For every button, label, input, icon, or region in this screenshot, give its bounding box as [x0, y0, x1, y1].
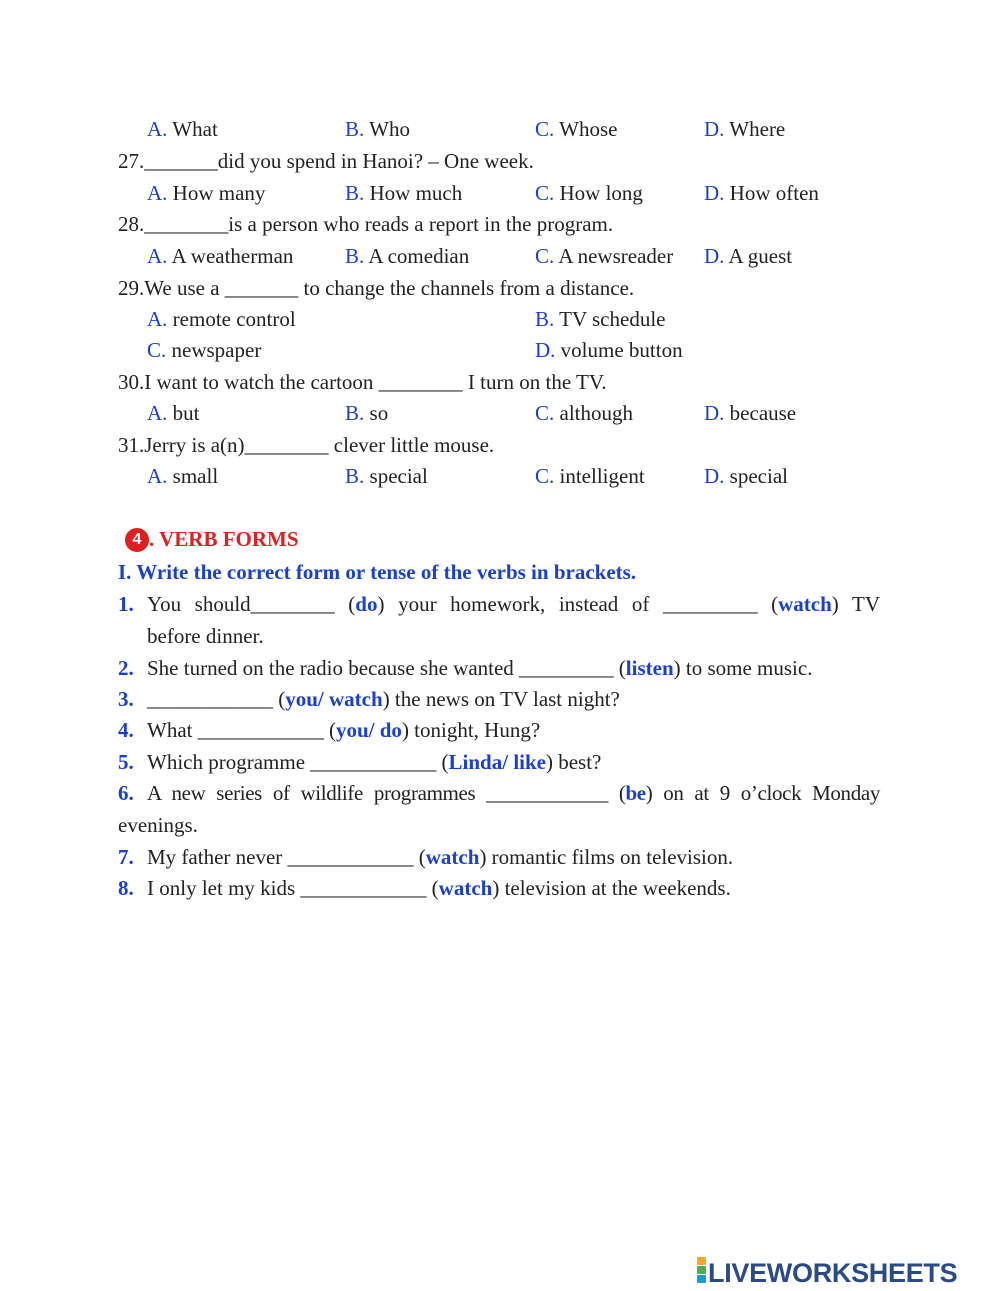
verb-hint: be: [625, 781, 646, 805]
item-number: 7.: [118, 845, 134, 869]
q28-question: 28.________is a person who reads a report in the program.: [118, 212, 614, 236]
q27-question: 27._______did you spend in Hanoi? – One week.: [118, 149, 534, 173]
item-8-text: I only let my kids ____________ (watch) television at the weekends.: [147, 876, 731, 900]
q26-option-d[interactable]: D. Where: [704, 117, 786, 141]
q30-question: 30.I want to watch the cartoon ________ I turn on the TV.: [118, 370, 607, 394]
verb-hint: you/ watch: [285, 687, 383, 711]
item-number: 2.: [118, 656, 134, 680]
logo-text: LIVEWORKSHEETS: [708, 1258, 958, 1288]
item-3-text: ____________ (you/ watch) the news on TV last night?: [147, 687, 620, 711]
item-number: 1.: [118, 592, 134, 616]
q27-option-a[interactable]: A. How many: [147, 181, 266, 205]
q31-option-c[interactable]: C. intelligent: [535, 464, 645, 488]
liveworksheets-logo[interactable]: [697, 1257, 957, 1289]
verb-hint: watch: [438, 876, 493, 900]
item-number: 3.: [118, 687, 134, 711]
q26-option-b[interactable]: B. Who: [345, 117, 410, 141]
q27-option-d[interactable]: D. How often: [704, 181, 819, 205]
verb-hint: listen: [625, 656, 674, 680]
item-number: 4.: [118, 718, 134, 742]
section-number-badge: 4: [125, 528, 149, 552]
q31-option-b[interactable]: B. special: [345, 464, 428, 488]
q28-option-a[interactable]: A. A weatherman: [147, 244, 294, 268]
q30-option-a[interactable]: A. but: [147, 401, 200, 425]
verb-hint: watch: [425, 845, 480, 869]
verb-hint: watch: [778, 592, 832, 616]
item-6-continuation: evenings.: [118, 813, 198, 837]
verb-hint: Linda/ like: [448, 750, 546, 774]
q31-option-d[interactable]: D. special: [704, 464, 788, 488]
q29-option-b[interactable]: B. TV schedule: [535, 307, 666, 331]
logo-blocks-icon: [697, 1257, 706, 1284]
verb-hint: do: [355, 592, 378, 616]
item-5-text: Which programme ____________ (Linda/ like) best?: [147, 750, 602, 774]
item-2-text: She turned on the radio because she wanted _________ (listen) to some music.: [147, 656, 813, 680]
q31-question: 31.Jerry is a(n)________ clever little mouse.: [118, 433, 495, 457]
q29-question: 29.We use a _______ to change the channels from a distance.: [118, 276, 635, 300]
verb-hint: you/ do: [335, 718, 402, 742]
section-heading: [125, 527, 299, 552]
q26-option-c[interactable]: C. Whose: [535, 117, 618, 141]
section-title-text: . VERB FORMS: [149, 527, 299, 551]
q27-option-b[interactable]: B. How much: [345, 181, 463, 205]
section-instruction: I. Write the correct form or tense of the verbs in brackets.: [118, 560, 637, 584]
item-1-text: You should________ (do) your homework, instead of _________ (watch) TV: [147, 592, 880, 616]
item-6-text: A new series of wildlife programmes ____________ (be) on at 9 o’clock Monday: [147, 781, 880, 805]
q29-option-c[interactable]: C. newspaper: [147, 338, 262, 362]
q31-option-a[interactable]: A. small: [147, 464, 219, 488]
q28-option-c[interactable]: C. A newsreader: [535, 244, 674, 268]
q30-option-c[interactable]: C. although: [535, 401, 634, 425]
item-1-continuation: before dinner.: [147, 624, 264, 648]
q29-option-d[interactable]: D. volume button: [535, 338, 683, 362]
item-number: 6.: [118, 781, 134, 805]
q28-option-b[interactable]: B. A comedian: [345, 244, 470, 268]
q26-option-a[interactable]: A. What: [147, 117, 218, 141]
item-number: 5.: [118, 750, 134, 774]
q27-option-c[interactable]: C. How long: [535, 181, 643, 205]
item-4-text: What ____________ (you/ do) tonight, Hung?: [147, 718, 541, 742]
item-number: 8.: [118, 876, 134, 900]
item-7-text: My father never ____________ (watch) romantic films on television.: [147, 845, 734, 869]
q28-option-d[interactable]: D. A guest: [704, 244, 793, 268]
q30-option-d[interactable]: D. because: [704, 401, 797, 425]
q29-option-a[interactable]: A. remote control: [147, 307, 296, 331]
q30-option-b[interactable]: B. so: [345, 401, 389, 425]
